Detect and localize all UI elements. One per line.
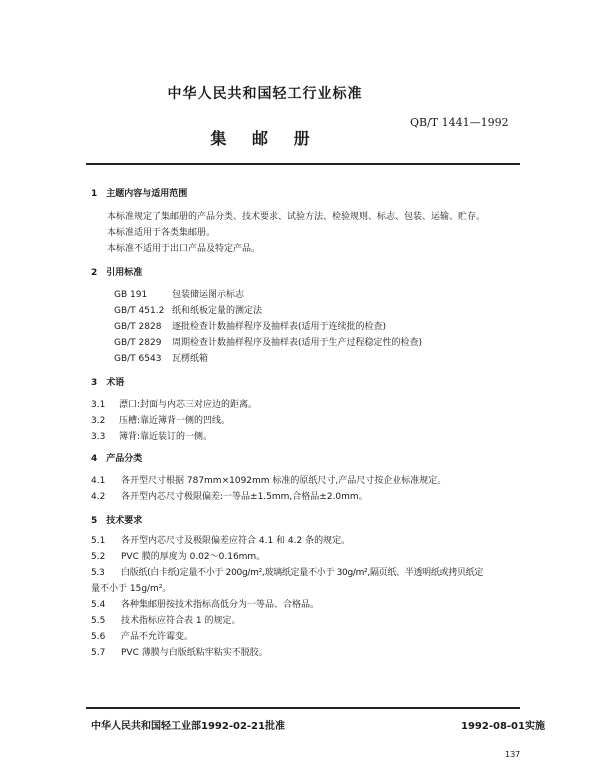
reference-item (114, 351, 208, 364)
section-5-heading: 5 技术要求 (91, 516, 143, 526)
clause-text: PVC 薄膜与白版纸粘牢粘实不脱胶。 (121, 648, 268, 658)
clause-text: 白版纸(白卡纸)定量不小于 200g/m²,玻璃纸定量不小于 30g/m²,隔页纸、半透明纸或拷贝纸定 (121, 568, 484, 578)
clause-text: 各开型内芯尺寸及极限偏差应符合 4.1 和 4.2 条的规定。 (121, 536, 351, 546)
clause-3-1 (91, 397, 257, 410)
approval-statement: 中华人民共和国轻工业部1992-02-21批准 (91, 721, 285, 732)
clause-text: 各开型尺寸根据 787mm×1092mm 标准的原纸尺寸,产品尺寸按企业标准规定。 (121, 476, 447, 486)
clause-number: 3.2 (91, 416, 106, 426)
clause-text: 漂口:封面与内芯三对应边的距离。 (119, 400, 258, 410)
clause-5-3-continuation: 量不小于 15g/m²。 (91, 584, 172, 594)
reference-code: GB/T 451.2 (114, 306, 165, 316)
reference-item (114, 287, 244, 300)
clause-text: 技术指标应符合表 1 的规定。 (121, 616, 241, 626)
section-3-heading: 3 术语 (91, 378, 125, 388)
reference-code: GB/T 6543 (114, 354, 162, 364)
reference-code: GB/T 2828 (114, 322, 162, 332)
clause-number: 5.5 (91, 616, 106, 626)
clause-5-5 (91, 613, 240, 626)
clause-number: 3.1 (91, 400, 106, 410)
clause-5-3 (91, 565, 483, 578)
reference-title: 包装储运图示标志 (172, 290, 245, 300)
clause-number: 5.6 (91, 632, 106, 642)
reference-item (114, 319, 386, 332)
clause-3-3 (91, 429, 212, 442)
document-title: 集 邮 册 (210, 129, 320, 148)
clause-text: PVC 膜的厚度为 0.02～0.16mm。 (121, 552, 266, 562)
clause-4-1 (91, 473, 446, 486)
standard-category-title: 中华人民共和国轻工行业标准 (167, 86, 363, 102)
section-4-heading: 4 产品分类 (91, 454, 143, 464)
section-1-line-2: 本标准适用于各类集邮册。 (107, 228, 216, 238)
clause-5-4 (91, 597, 319, 610)
clause-5-6 (91, 629, 193, 642)
clause-number: 3.3 (91, 432, 106, 442)
page-number: 137 (505, 750, 521, 759)
reference-title: 周期检查计数抽样程序及抽样表(适用于生产过程稳定性的检查) (172, 338, 423, 348)
clause-number: 5.3 (91, 568, 105, 578)
clause-4-2 (91, 489, 368, 502)
standard-number: QB/T 1441—1992 (410, 116, 509, 129)
clause-number: 5.4 (91, 600, 106, 610)
footer-divider (86, 707, 520, 709)
reference-code: GB 191 (114, 290, 148, 300)
reference-code: GB/T 2829 (114, 338, 162, 348)
section-1-line-1: 本标准规定了集邮册的产品分类、技术要求、试验方法、检验规则、标志、包装、运输、贮存。 (107, 212, 486, 222)
clause-number: 4.2 (91, 492, 106, 502)
clause-5-1 (91, 533, 350, 546)
section-1-heading: 1 主题内容与适用范围 (91, 189, 188, 199)
clause-number: 5.1 (91, 536, 106, 546)
clause-text: 压槽:靠近簿背一侧的凹线。 (119, 416, 231, 426)
reference-title: 纸和纸板定量的测定法 (172, 306, 263, 316)
section-1-line-3: 本标准不适用于出口产品及特定产品。 (107, 244, 261, 254)
effective-date: 1992-08-01实施 (461, 721, 545, 732)
clause-number: 4.1 (91, 476, 106, 486)
clause-text: 簿背:靠近装订的一侧。 (119, 432, 213, 442)
clause-3-2 (91, 413, 230, 426)
clause-5-7 (91, 645, 268, 658)
reference-title: 逐批检查计数抽样程序及抽样表(适用于连续批的检查) (172, 322, 387, 332)
clause-5-2 (91, 549, 265, 562)
clause-text: 各开型内芯尺寸极限偏差:一等品±1.5mm,合格品±2.0mm。 (121, 492, 368, 502)
reference-item (114, 335, 422, 348)
clause-text: 产品不允许霉变。 (121, 632, 194, 642)
reference-title: 瓦楞纸箱 (172, 354, 209, 364)
reference-item (114, 303, 262, 316)
clause-text: 各种集邮册按技术指标高低分为一等品、合格品。 (121, 600, 320, 610)
header-divider (86, 163, 520, 165)
section-2-heading: 2 引用标准 (91, 268, 143, 278)
clause-number: 5.2 (91, 552, 106, 562)
clause-number: 5.7 (91, 648, 106, 658)
